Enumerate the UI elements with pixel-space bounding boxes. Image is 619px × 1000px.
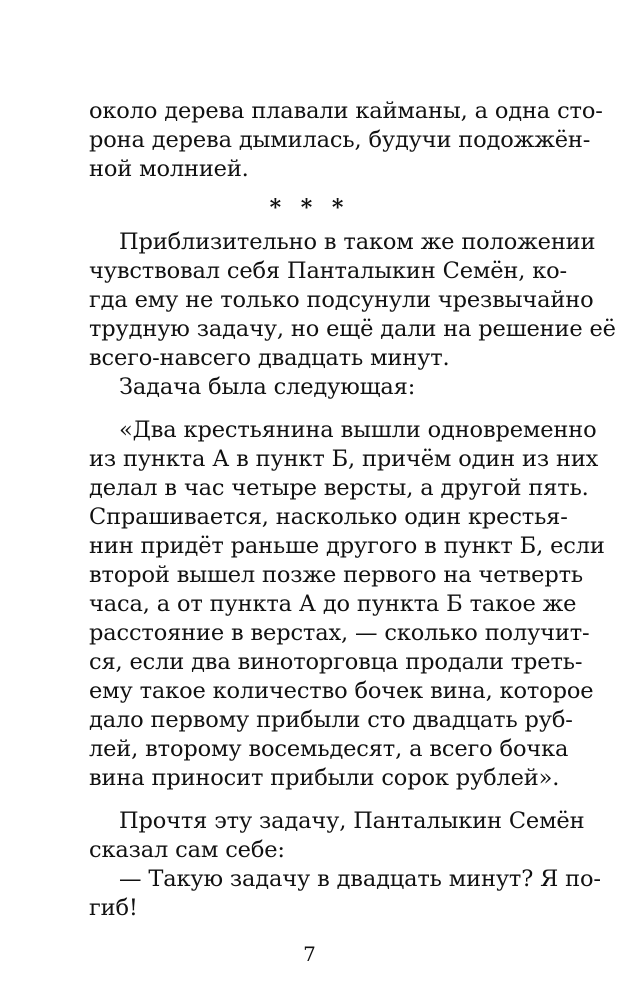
text-line: рона дерева дымилась, будучи подожжён- [89,127,591,153]
text-line: второй вышел позже первого на четверть [89,562,583,588]
text-line: ся, если два виноторговца продали треть- [89,649,583,675]
text-line: вина приносит прибыли сорок рублей». [89,765,560,791]
text-line: около дерева плавали кайманы, а одна сто- [89,98,603,124]
text-line: гда ему не только подсунули чрезвычайно [89,287,594,313]
text-line: ему такое количество бочек вина, которое [89,678,594,704]
text-line: Спрашивается, насколько один крестья- [89,504,568,530]
text-line: лей, второму восемьдесят, а всего бочка [89,736,569,762]
text-line: нин придёт раньше другого в пункт Б, если [89,533,605,559]
text-line: дало первому прибыли сто двадцать руб- [89,707,573,733]
section-separator: * * * [269,195,350,221]
text-line: Приблизительно в таком же положении [119,229,596,255]
text-line: делал в час четыре версты, а другой пять. [89,475,589,501]
text-line: — Такую задачу в двадцать минут? Я по- [119,866,601,892]
text-line: ной молнией. [89,156,249,182]
text-line: Прочтя эту задачу, Панталыкин Семён [119,808,585,834]
text-line: сказал сам себе: [89,837,285,863]
text-line: трудную задачу, но ещё дали на решение её [89,316,616,342]
text-line: часа, а от пункта А до пункта Б такое же [89,591,577,617]
text-line: Задача была следующая: [119,374,416,400]
text-line: расстояние в верстах, — сколько получит- [89,620,590,646]
page-number: 7 [303,942,316,966]
text-line: гиб! [89,895,138,921]
text-line: из пункта А в пункт Б, причём один из них [89,446,599,472]
text-line: чувствовал себя Панталыкин Семён, ко- [89,258,567,284]
text-line: всего-навсего двадцать минут. [89,345,450,371]
text-line: «Два крестьянина вышли одновременно [119,417,597,443]
